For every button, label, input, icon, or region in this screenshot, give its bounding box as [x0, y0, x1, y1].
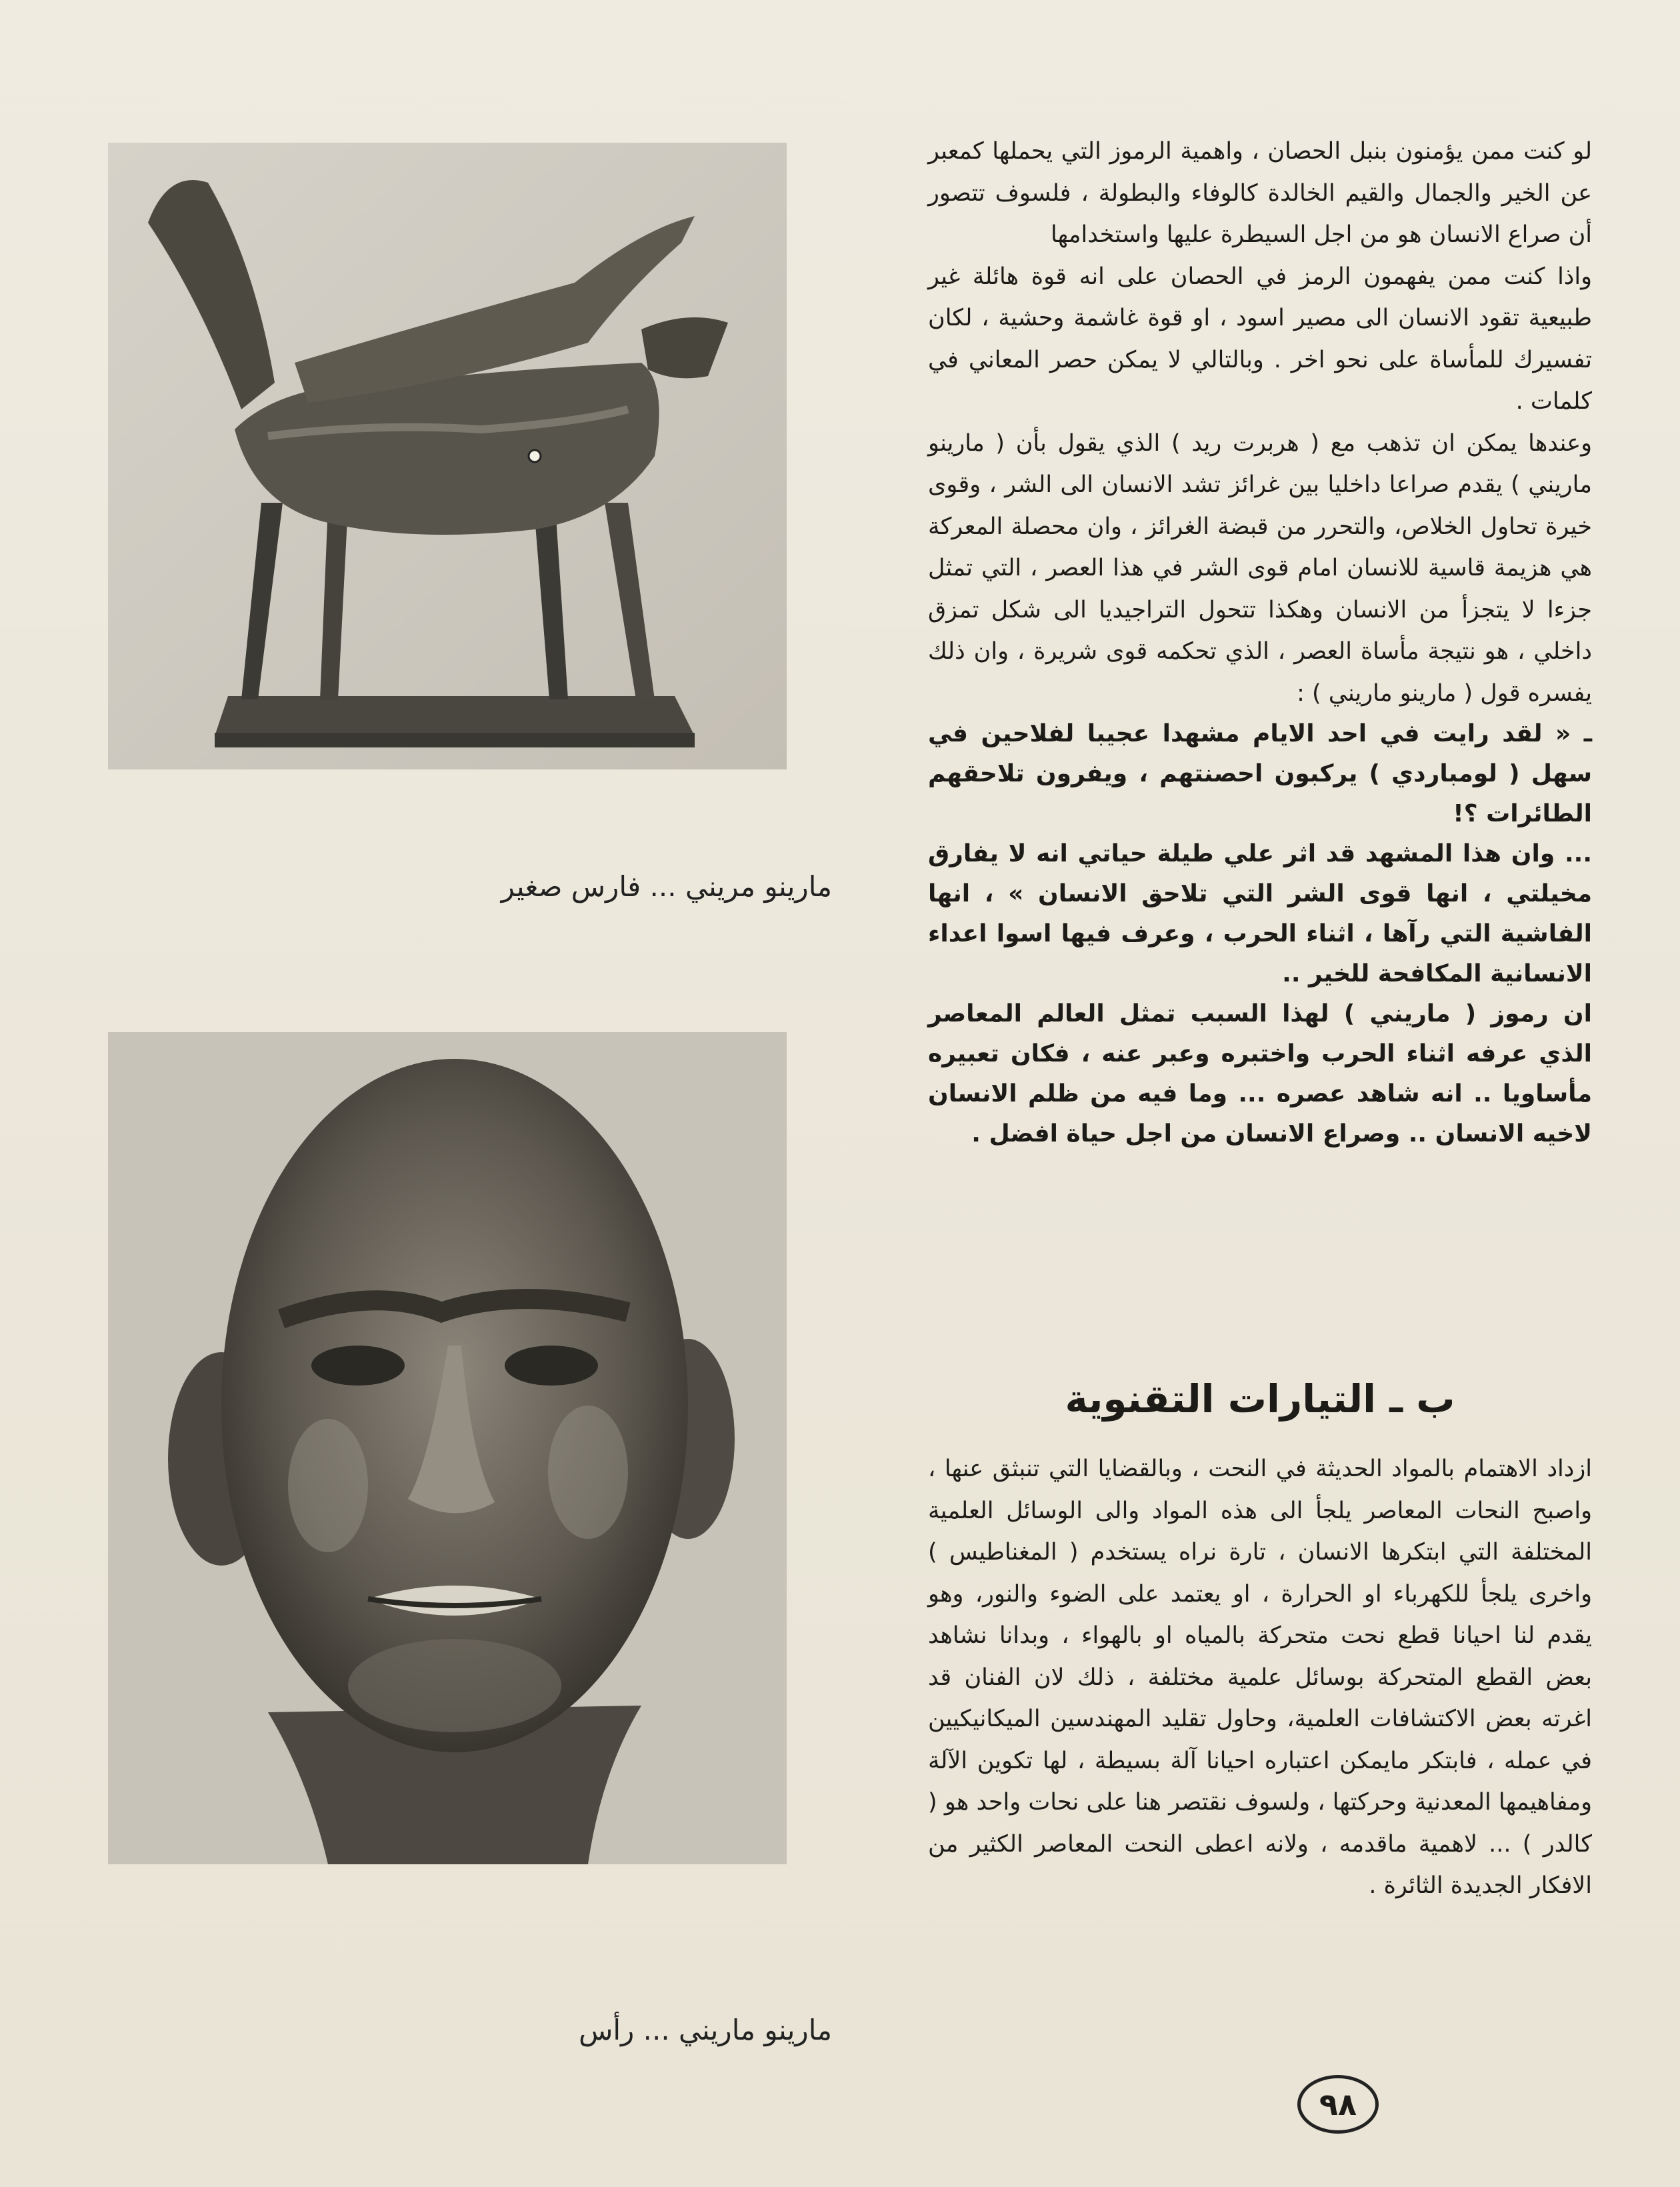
quote-paragraph: ... وان هذا المشهد قد اثر علي طيلة حياتي انه لا يفارق مخيلتي ، انها قوى الشر التي تلاحق الانسان » ، انها الفاشية التي رآها ، اثناء الحرب ، وعرف فيها اسوا اعداء الانسانية المكافحة للخير ..	[928, 840, 1592, 987]
article-text-column	[928, 131, 1592, 1154]
section-heading: ب ـ التيارات التقنوية	[1065, 1376, 1455, 1422]
head-sculpture-image	[108, 1032, 787, 1864]
head-photo-caption: مارينو ماريني ... رأس	[579, 2014, 832, 2046]
head-sculpture-photo	[108, 1032, 787, 1864]
section-text-column	[928, 1448, 1592, 1907]
horse-photo-caption: مارينو مريني ... فارس صغير	[501, 870, 832, 903]
quote-paragraph: ان رموز ( ماريني ) لهذا السبب تمثل العالم المعاصر الذي عرفه اثناء الحرب واختبره وعبر عنه ، فكان تعبيره مأساويا .. انه شاهد عصره ... وما فيه من ظلم الانسان لاخيه الانسان .. وصراع الانسان من اجل حياة افضل .	[928, 1000, 1592, 1148]
body-paragraph: وعندها يمكن ان تذهب مع ( هربرت ريد ) الذي يقول بأن ( مارينو ماريني ) يقدم صراعا داخليا بين غرائز تشد الانسان الى الشر ، وقوى خيرة تحاول الخلاص، والتحرر من قبضة الغرائز ، وان محصلة المعركة هي هزيمة قاسية للانسان امام قوى الشر في هذا العصر ، التي تمثل جزءا لا يتجزأ من الانسان وهكذا تتحول التراجيديا الى شكل تمزق داخلي ، هو نتيجة مأساة العصر ، الذي تحكمه قوى شريرة ، وان ذلك يفسره قول ( مارينو ماريني ) :	[928, 429, 1592, 707]
horse-sculpture-photo	[108, 143, 787, 769]
horse-sculpture-image	[108, 143, 787, 769]
quote-paragraph: ـ « لقد رايت في احد الايام مشهدا عجيبا لفلاحين في سهل ( لومباردي ) يركبون احصنتهم ، ويفرون تلاحقهم الطائرات ؟!	[928, 720, 1592, 827]
page-number: ٩٨	[1297, 2075, 1379, 2134]
body-paragraph: لو كنت ممن يؤمنون بنبل الحصان ، واهمية الرموز التي يحملها كمعبر عن الخير والجمال والقيم الخالدة كالوفاء والبطولة ، فلسوف تتصور أن صراع الانسان هو من اجل السيطرة عليها واستخدامها	[928, 138, 1592, 248]
body-paragraph: واذا كنت ممن يفهمون الرمز في الحصان على انه قوة هائلة غير طبيعية تقود الانسان الى مصير اسود ، او قوة غاشمة وحشية ، لكان تفسيرك للمأساة على نحو اخر . وبالتالي لا يمكن حصر المعاني في كلمات .	[928, 263, 1592, 415]
section-paragraph: ازداد الاهتمام بالمواد الحديثة في النحت ، وبالقضايا التي تنبثق عنها ، واصبح النحات المعاصر يلجأ الى هذه المواد والى الوسائل العلمية المختلفة التي ابتكرها الانسان ، تارة نراه يستخدم ( المغناطيس ) واخرى يلجأ للكهرباء او الحرارة ، او يعتمد على الضوء والنور، وهو يقدم لنا احيانا قطع نحت متحركة بالمياه او بالهواء ، وبدانا نشاهد بعض القطع المتحركة بوسائل علمية مختلفة ، ذلك لان الفنان قد اغرته بعض الاكتشافات العلمية، وحاول تقليد المهندسين الميكانيكيين في عمله ، فابتكر مايمكن اعتباره احيانا آلة بسيطة ، لها تكوين الآلة ومفاهيمها المعدنية وحركتها ، ولسوف نقتصر هنا على نحات واحد هو ( كالدر ) ... لاهمية ماقدمه ، ولانه اعطى النحت المعاصر الكثير من الافكار الجديدة الثائرة .	[928, 1456, 1592, 1899]
